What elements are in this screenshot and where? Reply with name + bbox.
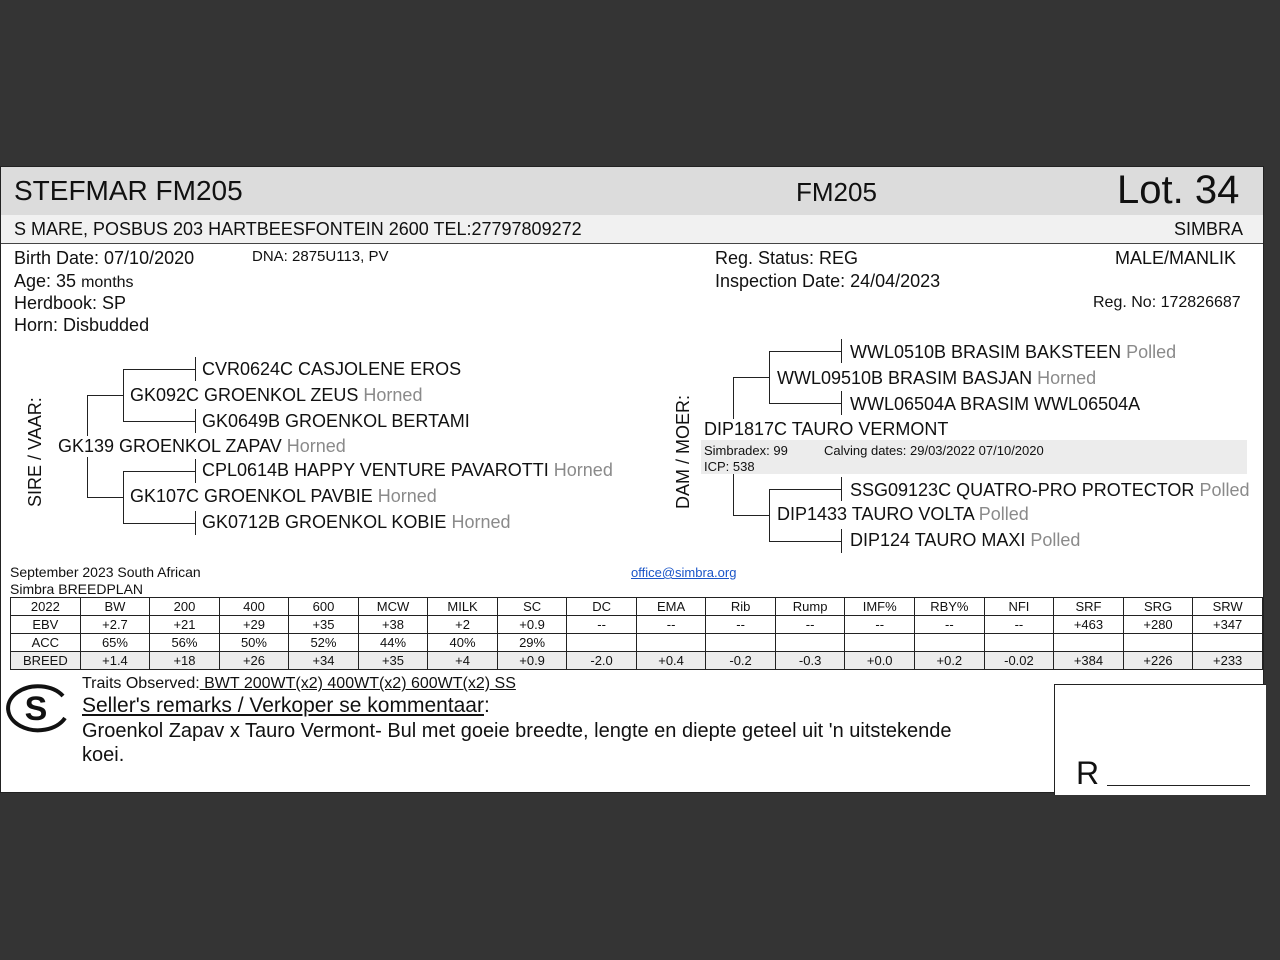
horn-status-label: Horned <box>363 385 423 405</box>
sire-connector <box>123 523 195 524</box>
animal-name: STEFMAR FM205 <box>14 175 243 206</box>
horn-status-label: Horned <box>553 460 613 480</box>
horn-status-label: Horned <box>377 486 437 506</box>
price-symbol: R <box>1076 755 1100 791</box>
breed-name: SIMBRA <box>1174 219 1244 239</box>
table-cell: +1.4 <box>80 652 150 670</box>
dam-connector <box>769 489 770 541</box>
table-cell: 56% <box>150 634 220 652</box>
horn-status-label: Polled <box>1199 480 1250 500</box>
table-cell <box>775 634 845 652</box>
remarks-colon: : <box>483 694 490 717</box>
dam-dam-dam: DIP124 TAURO MAXI Polled <box>850 530 1081 550</box>
table-cell: +280 <box>1123 616 1193 634</box>
sire-connector <box>123 471 124 523</box>
inspection-date: Inspection Date: 24/04/2023 <box>715 271 941 291</box>
table-cell <box>1193 634 1263 652</box>
table-cell: 50% <box>219 634 289 652</box>
traits-label: Traits Observed: <box>82 675 200 692</box>
birth-date: Birth Date: 07/10/2020 <box>14 248 195 268</box>
traits-observed <box>82 675 516 693</box>
sire-sire-dam: GK0649B GROENKOL BERTAMI <box>202 411 470 431</box>
remarks-heading <box>82 694 490 718</box>
sire-connector <box>123 369 124 421</box>
table-cell: 200 <box>150 598 220 616</box>
table-cell <box>984 634 1054 652</box>
sire: GK139 GROENKOL ZAPAV Horned <box>58 436 346 456</box>
breedplan-line2: Simbra BREEDPLAN <box>10 581 144 597</box>
table-cell <box>845 634 915 652</box>
dam-dam-sire: SSG09123C QUATRO-PRO PROTECTOR Polled <box>850 480 1250 500</box>
sire-connector <box>123 421 195 422</box>
dam-connector <box>733 473 734 515</box>
table-cell: SRW <box>1193 598 1263 616</box>
calving-dates: Calving dates: 29/03/2022 07/10/2020 <box>824 443 1044 458</box>
table-cell <box>915 634 985 652</box>
table-cell: 600 <box>289 598 359 616</box>
table-cell: EMA <box>636 598 706 616</box>
dam-sire-sire: WWL0510B BRASIM BAKSTEEN Polled <box>850 342 1177 362</box>
table-cell: -- <box>915 616 985 634</box>
table-cell: -2.0 <box>567 652 636 670</box>
table-cell: MCW <box>358 598 428 616</box>
sale-lot-card <box>0 166 1264 793</box>
table-cell: +29 <box>219 616 289 634</box>
table-cell <box>706 634 775 652</box>
sire-label: SIRE / VAAR: <box>25 397 45 507</box>
dam-connector <box>769 351 841 352</box>
traits-value: BWT 200WT(x2) 400WT(x2) 600WT(x2) SS <box>199 675 516 692</box>
sire-connector <box>87 497 123 498</box>
table-cell: +38 <box>358 616 428 634</box>
sire-dam-dam: GK0712B GROENKOL KOBIE Horned <box>202 512 511 532</box>
dam-sire-dam: WWL06504A BRASIM WWL06504A <box>850 394 1141 414</box>
table-cell: +18 <box>150 652 220 670</box>
sire-connector <box>195 409 196 433</box>
herdbook: Herdbook: SP <box>14 293 127 313</box>
table-cell: EBV <box>11 616 81 634</box>
price-input-line[interactable] <box>1107 785 1250 786</box>
table-cell: ACC <box>11 634 81 652</box>
table-cell: +0.0 <box>845 652 915 670</box>
table-cell: -- <box>984 616 1054 634</box>
table-cell: +0.9 <box>497 616 567 634</box>
dam-connector <box>769 489 841 490</box>
table-cell: BW <box>80 598 150 616</box>
sire-dam: GK107C GROENKOL PAVBIE Horned <box>130 486 437 506</box>
table-cell: IMF% <box>845 598 915 616</box>
sire-connector <box>195 357 196 381</box>
simbra-logo-icon <box>3 682 69 734</box>
table-cell <box>1123 634 1193 652</box>
table-cell: +0.9 <box>497 652 567 670</box>
breeder-info: S MARE, POSBUS 203 HARTBEESFONTEIN 2600 TEL:27797809272 <box>14 219 582 239</box>
dam-connector <box>733 377 769 378</box>
table-cell: +2.7 <box>80 616 150 634</box>
table-cell: NFI <box>984 598 1054 616</box>
table-cell <box>567 634 636 652</box>
table-cell: +233 <box>1193 652 1263 670</box>
table-cell: 400 <box>219 598 289 616</box>
breedplan-line1: September 2023 South African <box>10 564 201 580</box>
table-cell: -- <box>845 616 915 634</box>
table-cell: +0.4 <box>636 652 706 670</box>
table-cell: +463 <box>1054 616 1124 634</box>
table-cell: +2 <box>428 616 498 634</box>
table-row <box>11 616 1263 634</box>
table-cell: 44% <box>358 634 428 652</box>
table-cell: DC <box>567 598 636 616</box>
horn-status-label: Polled <box>978 504 1029 524</box>
sire-dam-sire: CPL0614B HAPPY VENTURE PAVAROTTI Horned <box>202 460 613 480</box>
table-cell: 52% <box>289 634 359 652</box>
table-cell: SRF <box>1054 598 1124 616</box>
sire-sire-sire: CVR0624C CASJOLENE EROS <box>202 359 462 379</box>
horn-status: Horn: Disbudded <box>14 315 150 335</box>
icp: ICP: 538 <box>704 459 755 474</box>
table-cell: -0.3 <box>775 652 845 670</box>
sire-sire: GK092C GROENKOL ZEUS Horned <box>130 385 423 405</box>
sire-connector <box>87 395 123 396</box>
dam-connector <box>769 541 841 542</box>
table-cell: -- <box>775 616 845 634</box>
dam-label: DAM / MOER: <box>673 394 693 509</box>
reg-status: Reg. Status: REG <box>715 248 859 268</box>
table-cell: +35 <box>358 652 428 670</box>
table-cell <box>636 634 706 652</box>
dam-dam: DIP1433 TAURO VOLTA Polled <box>777 504 1029 524</box>
horn-status-label: Polled <box>1126 342 1177 362</box>
age <box>14 271 134 292</box>
dam-connector <box>769 403 841 404</box>
table-cell: +347 <box>1193 616 1263 634</box>
dam-connector <box>733 515 769 516</box>
logo-svg <box>3 682 69 734</box>
table-cell: -- <box>567 616 636 634</box>
table-cell: BREED <box>11 652 81 670</box>
table-row <box>11 634 1263 652</box>
dam-connector <box>769 351 770 403</box>
horn-status-label: Horned <box>286 436 346 456</box>
table-cell: SC <box>497 598 567 616</box>
horn-status-label: Horned <box>1037 368 1097 388</box>
table-cell: MILK <box>428 598 498 616</box>
dam-connector <box>841 477 842 501</box>
table-header-row <box>11 598 1263 616</box>
age-unit: months <box>81 274 134 291</box>
table-cell: RBY% <box>915 598 985 616</box>
dna-info: DNA: 2875U113, PV <box>252 248 389 265</box>
simbradex: Simbradex: 99 <box>704 443 788 458</box>
table-cell: +21 <box>150 616 220 634</box>
table-cell: 65% <box>80 634 150 652</box>
horn-status-label: Horned <box>451 512 511 532</box>
table-cell: +0.2 <box>915 652 985 670</box>
svg-text:S: S <box>24 690 48 728</box>
table-cell: +26 <box>219 652 289 670</box>
table-cell: +34 <box>289 652 359 670</box>
sire-connector <box>123 471 195 472</box>
dam-connector <box>841 339 842 363</box>
remarks-line1: Groenkol Zapav x Tauro Vermont- Bul met goeie breedte, lengte en diepte geteel uit 'n uitstekende <box>82 720 952 742</box>
sire-connector <box>195 459 196 483</box>
dam-sire: WWL09510B BRASIM BASJAN Horned <box>777 368 1097 388</box>
ebv-table <box>10 597 1263 670</box>
email-link[interactable]: office@simbra.org <box>631 565 737 580</box>
table-cell: 40% <box>428 634 498 652</box>
dam-connector <box>841 529 842 553</box>
animal-id: FM205 <box>796 177 877 207</box>
reg-number: Reg. No: 172826687 <box>1093 294 1241 311</box>
table-cell: +226 <box>1123 652 1193 670</box>
table-cell: -0.2 <box>706 652 775 670</box>
lot-number: Lot. 34 <box>1117 168 1240 212</box>
table-cell: +4 <box>428 652 498 670</box>
dam: DIP1817C TAURO VERMONT <box>704 419 949 439</box>
table-row <box>11 652 1263 670</box>
table-cell: +384 <box>1054 652 1124 670</box>
horn-status-label: Polled <box>1030 530 1081 550</box>
sex: MALE/MANLIK <box>1115 248 1237 268</box>
table-cell <box>1054 634 1124 652</box>
table-cell: +35 <box>289 616 359 634</box>
sire-connector <box>195 511 196 535</box>
table-cell: -- <box>636 616 706 634</box>
remarks-title: Seller's remarks / Verkoper se kommentaar <box>82 694 484 717</box>
table-cell: 2022 <box>11 598 81 616</box>
table-cell: -- <box>706 616 775 634</box>
table-cell: 29% <box>497 634 567 652</box>
age-value: Age: 35 <box>14 271 77 291</box>
table-cell: SRG <box>1123 598 1193 616</box>
table-cell: Rump <box>775 598 845 616</box>
remarks-line2: koei. <box>82 744 125 766</box>
table-cell: Rib <box>706 598 775 616</box>
table-cell: -0.02 <box>984 652 1054 670</box>
dam-connector <box>841 391 842 415</box>
sire-connector <box>123 369 195 370</box>
